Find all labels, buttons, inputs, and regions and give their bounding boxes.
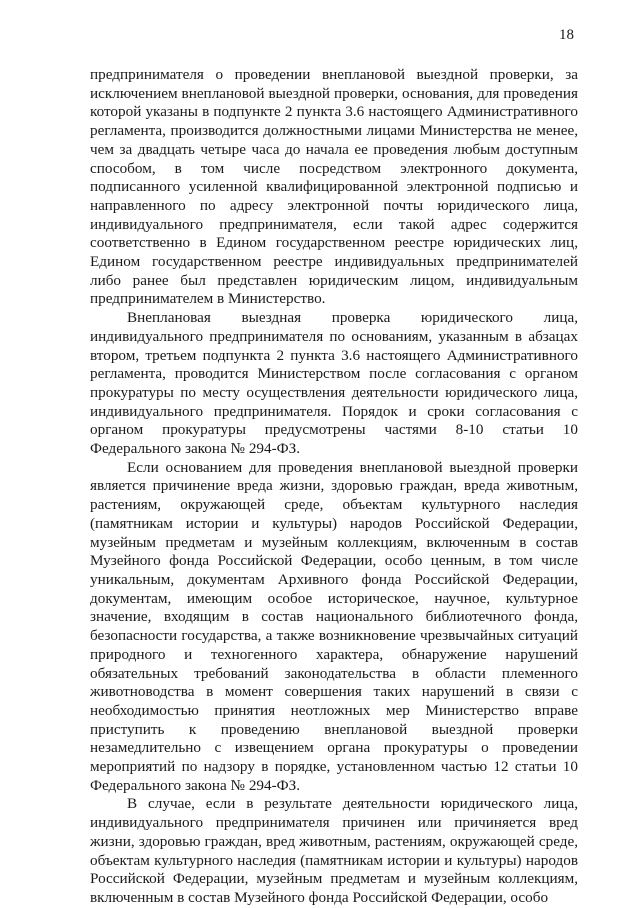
document-body [90, 66, 578, 908]
paragraph-urgent-inspection: Если основанием для проведения внеплановой выездной проверки является причинение вреда жизни, здоровью граждан, вреда животным, растениям, окружающей среде, объектам культурного наследия (памятникам истории и культуры) народов Российской Федерации, музейным предметам и музейным коллекциям, включенным в состав Музейного фонда Российской Федерации, особо ценным, в том числе уникальным, документам Архивного фонда Российской Федерации, документам, имеющим особое историческое, научное, культурное значение, входящим в состав национального библиотечного фонда, безопасности государства, а также возникновение чрезвычайных ситуаций природного и техногенного характера, обнаружение нарушений обязательных требований законодательства в области племенного животноводства в момент совершения таких нарушений в связи с необходимостью принятия неотложных мер Министерство вправе приступить к проведению внеплановой выездной проверки незамедлительно с извещением органа прокуратуры о проведении мероприятий по надзору в порядке, установленном частью 12 статьи 10 Федерального закона № 294-ФЗ. [90, 458, 578, 794]
paragraph-harm-case: В случае, если в результате деятельности юридического лица, индивидуального предпринимателя причинен или причиняется вред жизни, здоровью граждан, вред животным, растениям, окружающей среде, объектам культурного наследия (памятникам истории и культуры) народов Российской Федерации, музейным предметам и музейным коллекциям, включенным в состав Музейного фонда Российской Федерации, особо [90, 795, 578, 906]
paragraph-continuation: предпринимателя о проведении внеплановой выездной проверки, за исключением внеплановой выездной проверки, основания, для проведения которой указаны в подпункте 2 пункта 3.6 настоящего Административного регламента, производится должностными лицами Министерства не менее, чем за двадцать четыре часа до начала ее проведения любым доступным способом, в том числе посредством электронного документа, подписанного усиленной квалифицированной электронной подписью и направленного по адресу электронной почты юридического лица, индивидуального предпринимателя, если такой адрес содержится соответственно в Едином государственном реестре юридических лиц, Едином государственном реестре индивидуальных предпринимателей либо ранее был представлен юридическим лицом, индивидуальным предпринимателем в Министерство. [90, 66, 578, 308]
paragraph-prosecutor-approval: Внеплановая выездная проверка юридического лица, индивидуального предпринимателя по основаниям, указанным в абзацах втором, третьем подпункта 2 пункта 3.6 настоящего Административного регламента, проводится Министерством после согласования с органом прокуратуры по месту осуществления деятельности юридического лица, индивидуального предпринимателя. Порядок и сроки согласования с органом прокуратуры предусмотрены частями 8-10 статьи 10 Федерального закона № 294-ФЗ. [90, 309, 578, 458]
page-number: 18 [559, 27, 574, 43]
